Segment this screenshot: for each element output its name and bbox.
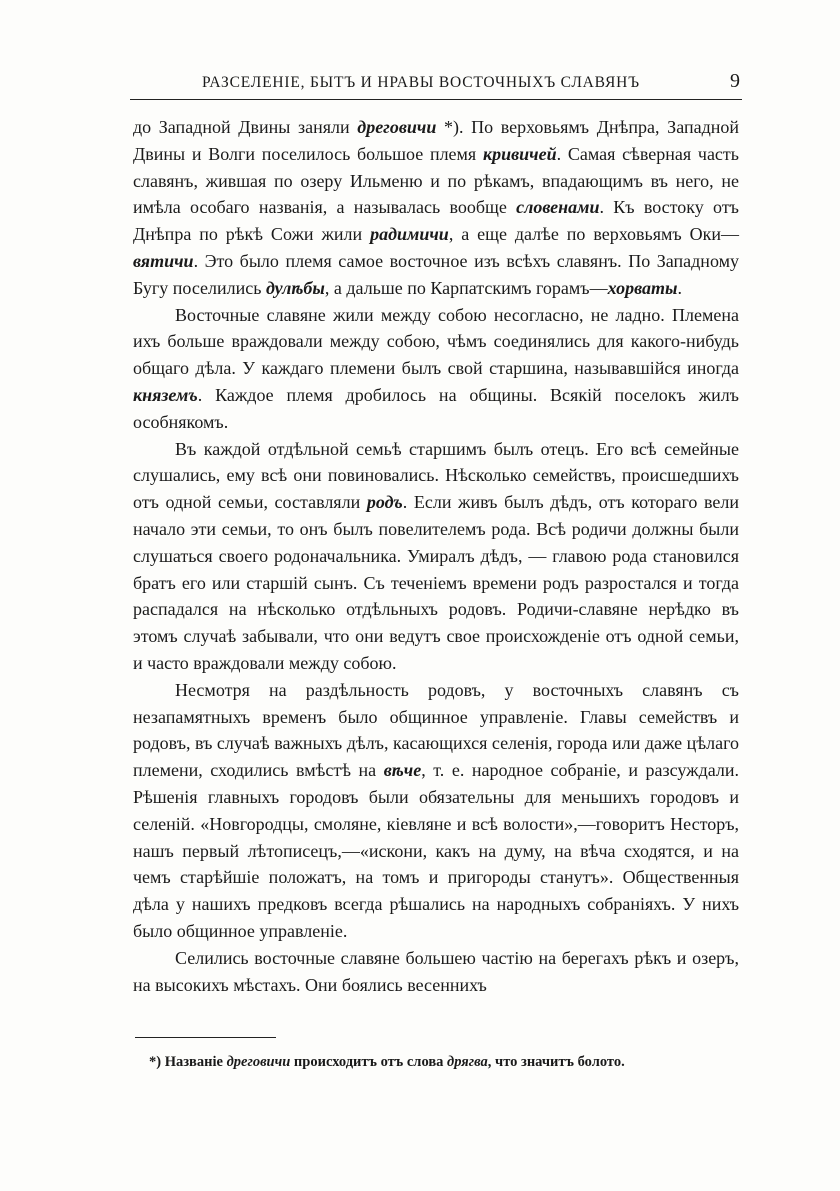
text-run: до Западной Двины заняли <box>133 117 358 137</box>
text-run: происходитъ отъ слова <box>290 1054 448 1070</box>
paragraph <box>133 436 739 677</box>
text-run: Восточные славяне жили между собою несогласно, не ладно. Племена ихъ больше враждовали между собою, чѣмъ соединялись для какого-нибудь общаго дѣла. У каждаго племени былъ свой старшина, называвшійся иногда <box>133 304 739 379</box>
text-run: Селились восточные славяне большею частію на берегахъ рѣкъ и озеръ, на высокихъ мѣстахъ. Они боялись весеннихъ <box>133 947 739 995</box>
paragraph <box>133 677 739 945</box>
text-run: . Это было племя самое восточное изъ всѣхъ славянъ. По Западному Бугу поселились <box>133 250 739 298</box>
emphasized-term: родъ <box>366 492 403 513</box>
paragraph <box>133 945 739 999</box>
running-header <box>130 70 742 100</box>
emphasized-term: княземъ <box>133 384 198 405</box>
text-run: . Къ востоку отъ Днѣпра по рѣкѣ Сожи жили <box>133 197 739 245</box>
text-run: *) Названіе <box>149 1054 227 1070</box>
text-run: , а дальше по Карпатскимъ горамъ— <box>324 277 608 298</box>
paragraph <box>133 114 739 302</box>
text-run: . Если живъ былъ дѣдъ, отъ котораго вели начало эти семьи, то онъ былъ повелителемъ рода. Всѣ родичи должны были слушаться своего родоначальника. Умиралъ дѣдъ, — главою рода становился братъ его или старшій сынъ. Съ теченіемъ времени родъ разростался и тогда распадался на нѣсколько отдѣльныхъ родовъ. Родичи-славяне нерѣдко въ этомъ случаѣ забывали, что они ведутъ свое происхожденіе отъ одной семьи, и часто враждовали между собою. <box>133 492 739 673</box>
emphasized-term: кривичей <box>482 143 557 164</box>
footnote <box>133 1051 739 1074</box>
emphasized-term: дреговичи <box>357 117 437 137</box>
text-run: , а еще далѣе по верховьямъ Оки— <box>448 224 739 245</box>
text-run: , что значитъ болото. <box>487 1054 625 1070</box>
emphasized-term: радимичи <box>370 224 449 245</box>
text-run: *). По верховьямъ Днѣпра, Западной Двины и Волги поселилось большое племя <box>133 117 739 164</box>
header-title: РАЗСЕЛЕНІЕ, БЫТЪ И НРАВЫ ВОСТОЧНЫХЪ СЛАВЯНЪ <box>202 74 640 91</box>
body-text <box>133 114 739 998</box>
footnote-rule <box>135 1037 276 1038</box>
text-run: . Самая сѣверная часть славянъ, жившая по озеру Ильменю и по рѣкамъ, впадающимъ въ него, не имѣла особаго названія, а называлась вообще <box>133 143 739 218</box>
emphasized-term: вѣче <box>383 760 422 781</box>
text-run: Несмотря на раздѣльность родовъ, у восточныхъ славянъ съ незапамятныхъ временъ было общинное управленіе. Главы семействъ и родовъ, въ случаѣ важныхъ дѣлъ, касающихся селенія, города или даже цѣлаго племени, сходились вмѣстѣ на <box>133 679 739 781</box>
header-rule <box>130 99 742 100</box>
text-run: Въ каждой отдѣльной семьѣ старшимъ былъ отецъ. Его всѣ семейные слушались, ему всѣ они повиновались. Нѣсколько семействъ, происшедшихъ отъ одной семьи, составляли <box>133 438 739 513</box>
text-run: . Каждое племя дробилось на общины. Всякій поселокъ жилъ особнякомъ. <box>133 384 739 432</box>
emphasized-term: хорваты <box>607 277 678 298</box>
text-run: . <box>677 277 683 298</box>
emphasized-term: дрягва <box>447 1054 488 1070</box>
emphasized-term: дреговичи <box>226 1054 291 1070</box>
emphasized-term: словенами <box>516 197 600 218</box>
emphasized-term: дулѣбы <box>265 277 325 298</box>
page-number: 9 <box>730 70 740 92</box>
paragraph <box>133 302 739 436</box>
text-run: , т. е. народное собраніе, и разсуждали. Рѣшенія главныхъ городовъ были обязательны для меньшихъ городовъ и селеній. «Новгородцы, смоляне, кіевляне и всѣ волости»,—говоритъ Несторъ, нашъ первый лѣтописецъ,—«искони, какъ на думу, на вѣча сходятся, и на чемъ старѣйшіе положатъ, на томъ и пригороды станутъ». Общественныя дѣла у нашихъ предковъ всегда рѣшались на народныхъ собраніяхъ. У нихъ было общинное управленіе. <box>133 760 739 941</box>
emphasized-term: вятичи <box>133 250 194 271</box>
